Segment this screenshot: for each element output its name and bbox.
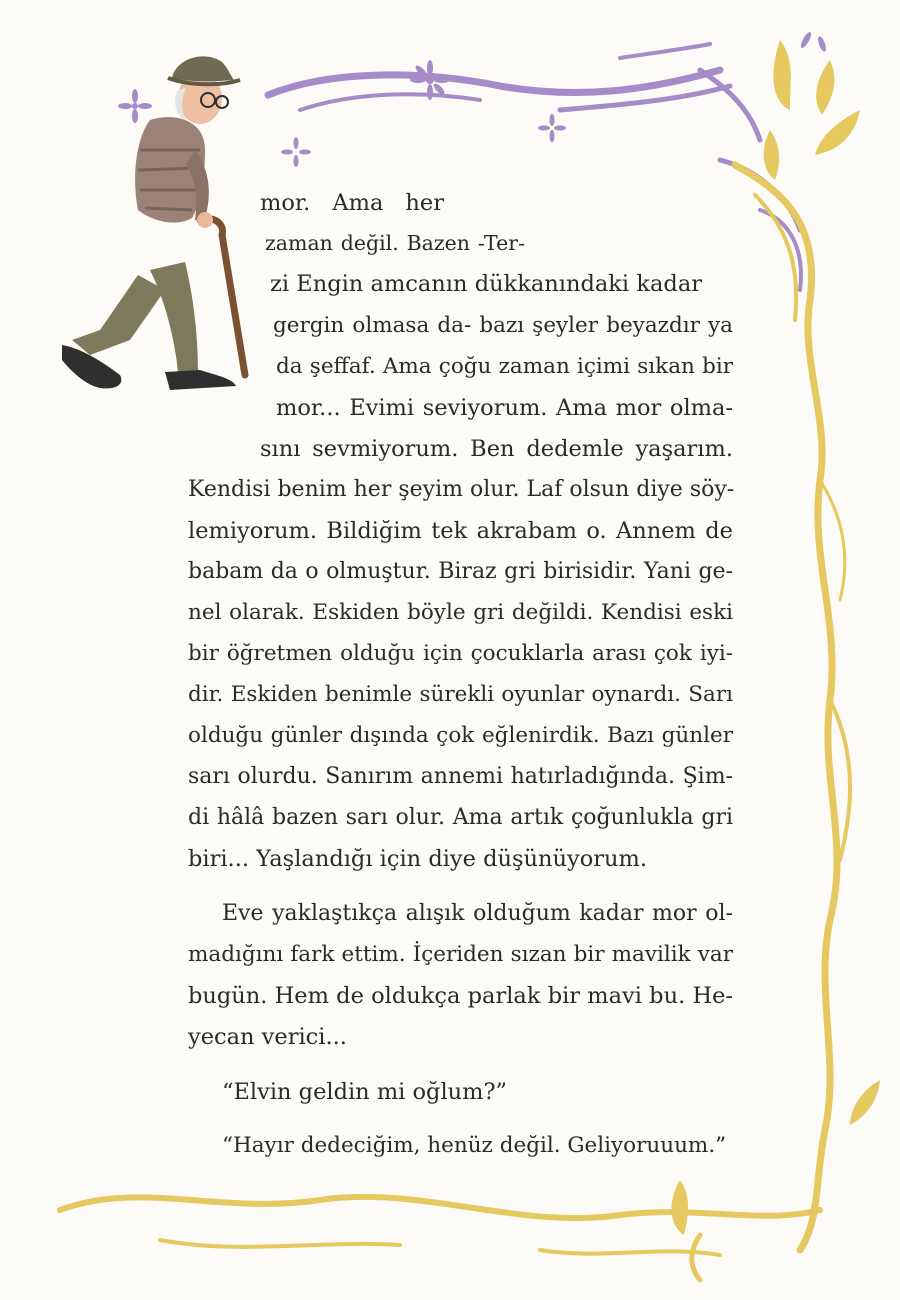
paragraph-line: Kendisi benim her şeyim olur. Laf olsun diye söy- xyxy=(188,477,735,502)
paragraph-line: babam da o olmuştur. Biraz gri birisidir. Yani ge- xyxy=(188,559,733,584)
paragraph-line: sarı olurdu. Sanırım annemi hatırladığında. Şim- xyxy=(188,764,733,789)
dialogue-line: “Hayır dedeciğim, henüz değil. Geliyoruuum.” xyxy=(222,1133,727,1158)
dialogue-line: “Elvin geldin mi oğlum?” xyxy=(222,1079,508,1105)
paragraph-line: mor. Ama her xyxy=(260,190,444,216)
paragraph-line: zi Engin amcanın dükkanındaki kadar xyxy=(270,271,702,297)
paragraph-line: nel olarak. Eskiden böyle gri değildi. Kendisi eski xyxy=(188,600,733,625)
paragraph-line: yecan verici... xyxy=(188,1024,347,1050)
paragraph-line: da şeffaf. Ama çoğu zaman içimi sıkan bir xyxy=(276,354,733,379)
paragraph-line: bugün. Hem de oldukça parlak bir mavi bu. He- xyxy=(188,983,733,1009)
paragraph-line: lemiyorum. Bildiğim tek akrabam o. Annem de xyxy=(188,518,733,544)
paragraph-line: sını sevmiyorum. Ben dedemle yaşarım. xyxy=(260,436,733,462)
paragraph-line: dir. Eskiden benimle sürekli oyunlar oynardı. Sarı xyxy=(188,682,733,707)
paragraph-line: zaman değil. Bazen -Ter- xyxy=(265,231,525,255)
paragraph-line: gergin olmasa da- bazı şeyler beyazdır ya xyxy=(273,313,733,338)
paragraph-line: madığını fark ettim. İçeriden sızan bir mavilik var xyxy=(188,942,733,967)
paragraph-line: Eve yaklaştıkça alışık olduğum kadar mor ol- xyxy=(222,901,733,926)
paragraph-line: bir öğretmen olduğu için çocuklarla arası çok iyi- xyxy=(188,641,733,666)
paragraph-line: di hâlâ bazen sarı olur. Ama artık çoğunlukla gri xyxy=(188,805,733,830)
paragraph-line: mor... Evimi seviyorum. Ama mor olma- xyxy=(276,395,733,421)
paragraph-line: biri... Yaşlandığı için diye düşünüyorum. xyxy=(188,846,647,872)
paragraph-line: olduğu günler dışında çok eğlenirdik. Bazı günler xyxy=(188,723,733,748)
